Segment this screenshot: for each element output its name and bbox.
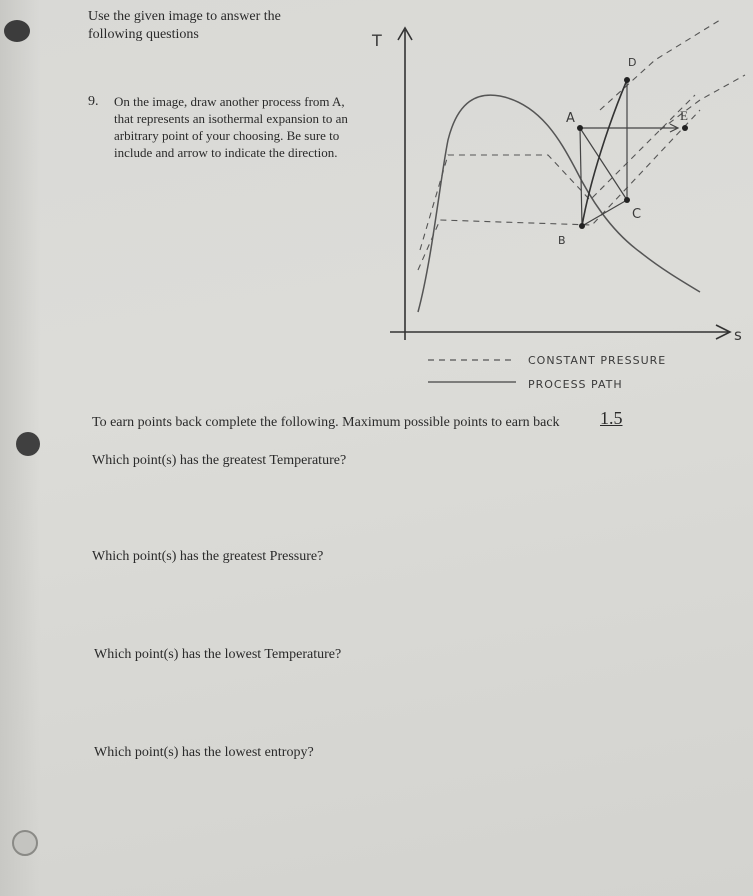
legend-solid-label: PROCESS PATH [528,378,623,391]
constant-pressure-upper [420,95,695,250]
point-C-label: C [632,207,642,222]
question-lowest-entropy: Which point(s) has the lowest entropy? [94,745,314,760]
point-A-dot [577,125,583,131]
question-greatest-pressure: Which point(s) has the greatest Pressure? [92,549,324,564]
point-B-dot [579,223,585,229]
question-text: On the image, draw another process from A, that represents an isothermal expansion to an arbitrary point of your choosing. Be sure to include and arrow to indicate the direction. [114,94,348,160]
x-axis-label: s [734,326,742,344]
point-D-label: D [628,56,637,69]
point-E-dot [682,125,688,131]
question-greatest-temperature: Which point(s) has the greatest Temperature? [92,453,347,468]
legend-dashed-label: CONSTANT PRESSURE [528,354,667,367]
point-D-dot [624,77,630,83]
points-back-text: To earn points back complete the following. Maximum possible points to earn back [92,415,560,430]
intro-text: Use the given image to answer the following questions [88,9,281,42]
y-axis-label: T [372,31,382,50]
constant-pressure-high [600,20,720,110]
point-E-label: E [680,108,688,123]
point-A-label: A [566,111,575,126]
path-C-B [582,200,627,226]
point-C-dot [624,197,630,203]
question-lowest-temperature: Which point(s) has the lowest Temperature? [94,647,342,662]
point-B-label: B [558,234,566,247]
points-back-value: 1.5 [600,408,623,428]
constant-pressure-mid [660,75,745,130]
question-number: 9. [88,94,99,109]
